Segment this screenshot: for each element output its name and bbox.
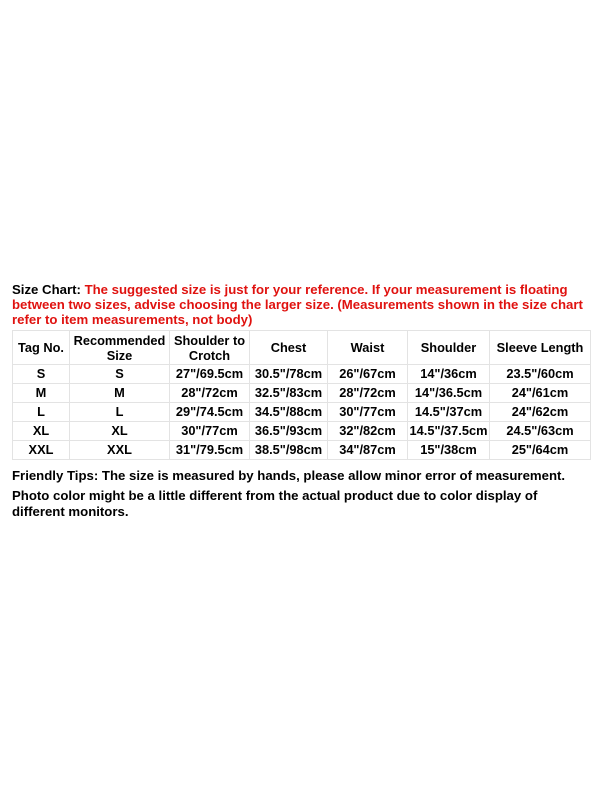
table-cell: 15"/38cm bbox=[408, 441, 490, 460]
table-cell: 24"/62cm bbox=[490, 403, 591, 422]
size-chart-intro bbox=[12, 282, 590, 327]
friendly-tip: Friendly Tips: The size is measured by hands, please allow minor error of measurement. bbox=[12, 468, 566, 483]
table-cell: 38.5"/98cm bbox=[250, 441, 328, 460]
header-shoulder-to-crotch: Shoulder to Crotch bbox=[170, 331, 250, 365]
header-tag-no: Tag No. bbox=[13, 331, 70, 365]
table-header-row bbox=[13, 331, 591, 365]
table-cell: 28"/72cm bbox=[328, 384, 408, 403]
table-cell: 26"/67cm bbox=[328, 365, 408, 384]
table-cell: M bbox=[70, 384, 170, 403]
table-cell: 27"/69.5cm bbox=[170, 365, 250, 384]
table-cell: 14.5"/37.5cm bbox=[408, 422, 490, 441]
size-chart-note: The suggested size is just for your reference. If your measurement is floating between two sizes, advise choosing the larger size. (Measurements shown in the size chart refer to item measurements, not body) bbox=[12, 282, 583, 327]
header-chest: Chest bbox=[250, 331, 328, 365]
header-sleeve-length: Sleeve Length bbox=[490, 331, 591, 365]
table-cell: XXL bbox=[70, 441, 170, 460]
table-cell: XXL bbox=[13, 441, 70, 460]
table-cell: 34"/87cm bbox=[328, 441, 408, 460]
table-cell: 24.5"/63cm bbox=[490, 422, 591, 441]
table-cell: XL bbox=[13, 422, 70, 441]
header-shoulder: Shoulder bbox=[408, 331, 490, 365]
table-cell: M bbox=[13, 384, 70, 403]
table-cell: 30"/77cm bbox=[328, 403, 408, 422]
table-cell: 30"/77cm bbox=[170, 422, 250, 441]
table-cell: 31"/79.5cm bbox=[170, 441, 250, 460]
table-cell: 29"/74.5cm bbox=[170, 403, 250, 422]
table-row bbox=[13, 441, 591, 460]
table-cell: 14"/36.5cm bbox=[408, 384, 490, 403]
table-cell: 23.5"/60cm bbox=[490, 365, 591, 384]
table-cell: L bbox=[13, 403, 70, 422]
table-cell: 14"/36cm bbox=[408, 365, 490, 384]
size-chart-label: Size Chart: bbox=[12, 282, 81, 297]
table-cell: 14.5"/37cm bbox=[408, 403, 490, 422]
table-cell: S bbox=[70, 365, 170, 384]
table-cell: XL bbox=[70, 422, 170, 441]
table-cell: 34.5"/88cm bbox=[250, 403, 328, 422]
table-row bbox=[13, 422, 591, 441]
header-recommended-size: Recommended Size bbox=[70, 331, 170, 365]
size-chart bbox=[12, 282, 590, 520]
table-cell: 36.5"/93cm bbox=[250, 422, 328, 441]
table-cell: 30.5"/78cm bbox=[250, 365, 328, 384]
table-cell: 28"/72cm bbox=[170, 384, 250, 403]
table-cell: L bbox=[70, 403, 170, 422]
table-cell: 32.5"/83cm bbox=[250, 384, 328, 403]
table-cell: 32"/82cm bbox=[328, 422, 408, 441]
table-row bbox=[13, 365, 591, 384]
table-cell: S bbox=[13, 365, 70, 384]
table-row bbox=[13, 403, 591, 422]
size-table bbox=[12, 330, 591, 460]
table-cell: 25"/64cm bbox=[490, 441, 591, 460]
header-waist: Waist bbox=[328, 331, 408, 365]
table-row bbox=[13, 384, 591, 403]
color-disclaimer: Photo color might be a little different from the actual product due to color display of different monitors. bbox=[12, 488, 538, 519]
table-cell: 24"/61cm bbox=[490, 384, 591, 403]
